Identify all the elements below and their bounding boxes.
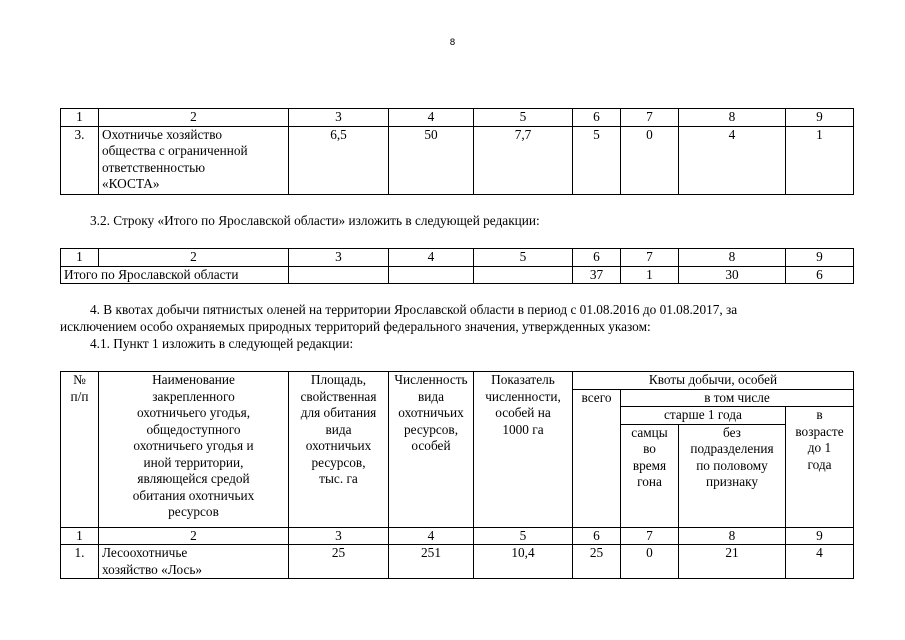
header-line: Показатель (491, 372, 555, 387)
row-name (99, 126, 289, 194)
header-cell: 9 (786, 249, 854, 267)
header-line: численности, (485, 388, 561, 404)
cell-indicator (474, 266, 573, 284)
header-line: самцы (631, 424, 668, 440)
table-row (61, 266, 854, 284)
header-cell: 6 (573, 249, 621, 267)
header-line: возрасте (795, 423, 844, 439)
row-name-line: общества с ограниченной (102, 143, 248, 158)
row-name-line: Лесоохотничье (102, 545, 188, 560)
row-name-line: хозяйство «Лось» (102, 561, 203, 577)
header-cell: 8 (679, 527, 786, 545)
header-cell: 5 (474, 249, 573, 267)
header-line: являющейся средой (137, 471, 250, 486)
header-line: п/п (70, 388, 89, 404)
row-number: 3. (61, 126, 99, 194)
cell-area (289, 266, 389, 284)
paragraph-4-1: 4.1. Пункт 1 изложить в следующей редакции: (90, 336, 354, 351)
cell-total: 5 (573, 126, 621, 194)
header-cell: 6 (573, 527, 621, 545)
row-name-line: Охотничье хозяйство (102, 126, 223, 142)
table-row (61, 126, 854, 194)
paragraph-3-2: 3.2. Строку «Итого по Ярославской области» изложить в следующей редакции: (90, 213, 540, 228)
header-line: вида (417, 388, 445, 404)
cell-area: 6,5 (289, 126, 389, 194)
row-name (99, 545, 289, 579)
header-line: время (632, 457, 667, 473)
header-line: особей (411, 438, 451, 453)
header-cell: 7 (621, 109, 679, 127)
header-line: ресурсов (168, 504, 219, 519)
header-line: без (723, 424, 741, 440)
cell-young: 6 (786, 266, 854, 284)
header-cell: 1 (61, 109, 99, 127)
header-line: подразделения (690, 441, 774, 456)
header-older: старше 1 года (621, 407, 786, 425)
paragraph-4-line2: исключением особо охраняемых природных территорий федерального значения, утвержденных указом: (60, 319, 651, 334)
header-line: Численность (394, 372, 468, 387)
cell-indicator: 10,4 (474, 545, 573, 579)
header-cell: 4 (389, 109, 474, 127)
header-nodiv (679, 424, 786, 527)
header-total: всего (573, 389, 621, 527)
cell-count: 251 (389, 545, 474, 579)
paragraph-4-line1: 4. В квотах добычи пятнистых оленей на территории Ярославской области в период с 01.08.2016 до 01.08.2017, за (90, 302, 738, 317)
header-cell: 1 (61, 249, 99, 267)
cell-count: 50 (389, 126, 474, 194)
header-num (61, 372, 99, 528)
header-line: охотничьих (305, 438, 372, 453)
header-line: во (643, 441, 656, 456)
header-line: гона (637, 474, 662, 489)
row-name-line: «КОСТА» (102, 176, 160, 191)
table-sika-deer-quotas (60, 371, 854, 579)
row-name-line: ответственностью (102, 159, 206, 175)
header-cell: 3 (289, 527, 389, 545)
header-line: свойственная (300, 388, 377, 404)
header-line: признаку (705, 474, 759, 489)
header-cell: 6 (573, 109, 621, 127)
header-cell: 4 (389, 249, 474, 267)
table-total-yaroslavl (60, 248, 854, 284)
header-line: вида (325, 421, 352, 437)
cell-total: 25 (573, 545, 621, 579)
header-cell: 1 (61, 527, 99, 545)
header-area (289, 372, 389, 528)
header-cell: 9 (786, 109, 854, 127)
header-line: иной территории, (143, 454, 244, 470)
cell-indicator: 7,7 (474, 126, 573, 194)
header-cell: 4 (389, 527, 474, 545)
cell-count (389, 266, 474, 284)
header-cell: 7 (621, 249, 679, 267)
header-line: в (816, 407, 823, 422)
header-line: до 1 (807, 440, 832, 455)
header-cell: 5 (474, 109, 573, 127)
header-line: Площадь, (310, 372, 367, 387)
cell-nodiv: 30 (679, 266, 786, 284)
row-number: 1. (61, 545, 99, 579)
cell-males: 1 (621, 266, 679, 284)
header-count (389, 372, 474, 528)
cell-males: 0 (621, 126, 679, 194)
cell-young: 4 (786, 545, 854, 579)
header-line: ресурсов, (403, 421, 459, 437)
header-cell: 8 (679, 109, 786, 127)
header-males (621, 424, 679, 527)
header-cell: 9 (786, 527, 854, 545)
header-line: 1000 га (502, 421, 544, 437)
header-line: охотничьих (398, 405, 464, 420)
table-header-row (61, 109, 854, 127)
table-row (61, 545, 854, 579)
header-line: тыс. га (319, 471, 358, 486)
table-header-row (61, 372, 854, 390)
header-cell: 8 (679, 249, 786, 267)
cell-area: 25 (289, 545, 389, 579)
header-name (99, 372, 289, 528)
cell-young: 1 (786, 126, 854, 194)
table-number-row (61, 527, 854, 545)
table-header-row (61, 249, 854, 267)
header-cell: 2 (99, 527, 289, 545)
cell-males: 0 (621, 545, 679, 579)
header-line: Наименование (152, 372, 235, 387)
header-line: для обитания (300, 405, 377, 420)
header-cell: 3 (289, 249, 389, 267)
header-line: закрепленного (152, 388, 235, 404)
header-line: ресурсов, (311, 454, 366, 470)
header-quota: Квоты добычи, особей (573, 372, 854, 390)
cell-nodiv: 21 (679, 545, 786, 579)
page-number: 8 (449, 38, 456, 48)
header-line: общедоступного (146, 421, 241, 437)
cell-total: 37 (573, 266, 621, 284)
table-hunting-farm-kosta (60, 108, 854, 195)
header-line: особей на (495, 405, 551, 420)
header-line: № (73, 372, 86, 387)
header-line: охотничьего угодья, (136, 405, 251, 420)
header-indicator (474, 372, 573, 528)
header-cell: 5 (474, 527, 573, 545)
header-cell: 2 (99, 249, 289, 267)
header-line: охотничьего угодья и (133, 438, 254, 453)
header-cell: 2 (99, 109, 289, 127)
header-age (786, 407, 854, 528)
header-cell: 3 (289, 109, 389, 127)
header-including: в том числе (621, 389, 854, 407)
header-line: обитания охотничьих (132, 487, 255, 503)
total-label: Итого по Ярославской области (61, 266, 289, 284)
cell-nodiv: 4 (679, 126, 786, 194)
header-cell: 7 (621, 527, 679, 545)
header-line: года (807, 456, 832, 472)
header-line: по половому (696, 457, 768, 473)
